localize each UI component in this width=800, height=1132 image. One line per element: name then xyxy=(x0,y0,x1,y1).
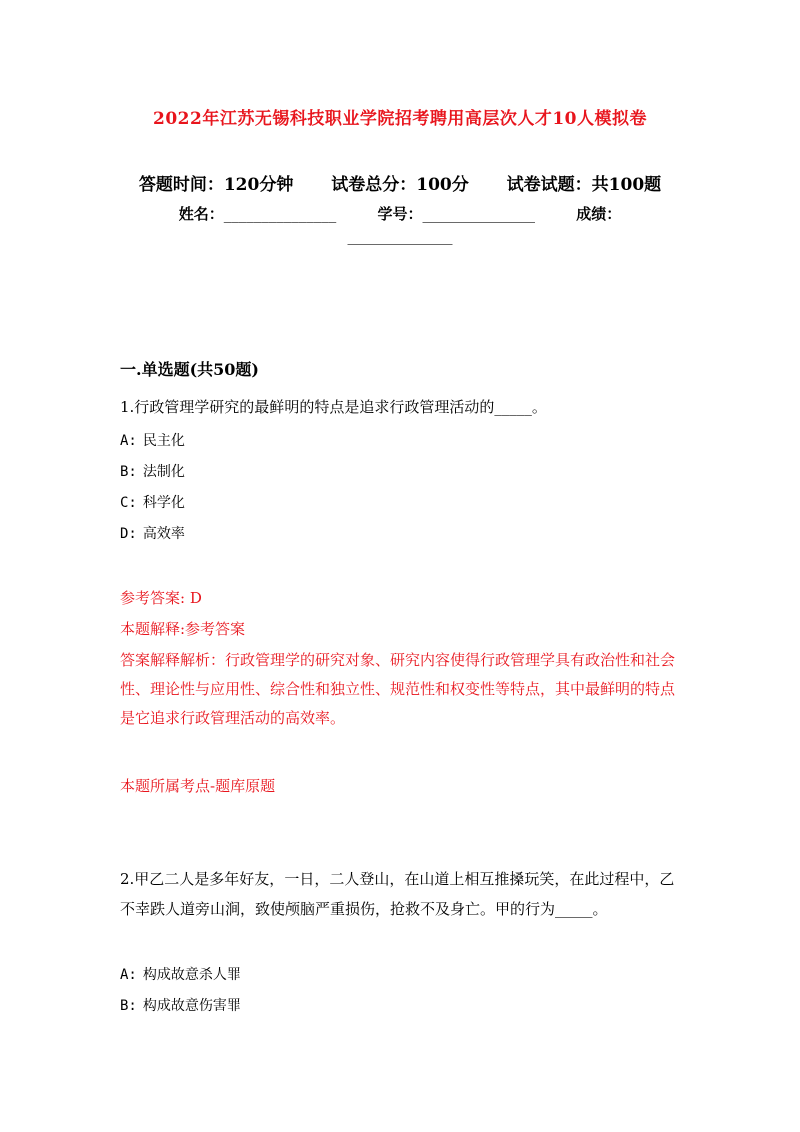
question-1-text: 1.行政管理学研究的最鲜明的特点是追求行政管理活动的_____。 xyxy=(120,398,547,416)
score-label: 成绩： xyxy=(576,205,622,223)
score-blank: ______________ xyxy=(347,227,453,245)
option-text: 构成故意伤害罪 xyxy=(142,998,241,1014)
question-1-option-c xyxy=(120,492,185,512)
question-1-option-a xyxy=(120,430,185,450)
option-key: B: xyxy=(120,998,137,1014)
name-label: 姓名： xyxy=(178,205,224,223)
exam-time: 答题时间：120分钟 xyxy=(138,175,294,195)
name-blank: _______________ xyxy=(223,205,337,223)
question-1-option-d xyxy=(120,523,185,543)
question-1-explain-label: 本题解释:参考答案 xyxy=(120,620,246,638)
exam-title: 2022年江苏无锡科技职业学院招考聘用高层次人才10人模拟卷 xyxy=(153,109,647,129)
question-1-answer: 参考答案: D xyxy=(120,589,202,607)
question-2-option-a xyxy=(120,964,241,984)
option-text: 民主化 xyxy=(142,433,185,449)
question-1-analysis: 答案解释解析：行政管理学的研究对象、研究内容使得行政管理学具有政治性和社会性、理论性与应用性、综合性和独立性、规范性和权变性等特点，其中最鲜明的特点是它追求行政管理活动的高效率。 xyxy=(120,651,676,727)
id-blank: _______________ xyxy=(422,205,535,223)
option-key: B: xyxy=(120,464,137,480)
name-field xyxy=(179,203,337,224)
option-text: 高效率 xyxy=(142,526,185,542)
question-2-option-b xyxy=(120,995,241,1015)
option-text: 科学化 xyxy=(142,495,185,511)
score-blank-line xyxy=(0,227,800,245)
option-key: A: xyxy=(120,433,137,449)
id-field xyxy=(377,203,535,224)
student-fields xyxy=(0,203,800,224)
option-key: C: xyxy=(120,495,137,511)
question-2-text: 2.甲乙二人是多年好友，一日，二人登山，在山道上相互推搡玩笑，在此过程中，乙不幸跌人道旁山涧，致使颅脑严重损伤，抢救不及身亡。甲的行为_____。 xyxy=(120,870,675,918)
exam-meta xyxy=(0,170,800,195)
option-text: 法制化 xyxy=(142,464,185,480)
question-1-source: 本题所属考点-题库原题 xyxy=(120,777,276,795)
score-field xyxy=(576,203,621,224)
exam-question-count: 试卷试题：共100题 xyxy=(506,175,662,195)
section-heading: 一.单选题(共50题) xyxy=(120,360,259,379)
option-text: 构成故意杀人罪 xyxy=(142,967,241,983)
question-1-option-b xyxy=(120,461,185,481)
exam-total-score: 试卷总分：100分 xyxy=(331,175,469,195)
option-key: A: xyxy=(120,967,137,983)
id-label: 学号： xyxy=(377,205,423,223)
option-key: D: xyxy=(120,526,137,542)
